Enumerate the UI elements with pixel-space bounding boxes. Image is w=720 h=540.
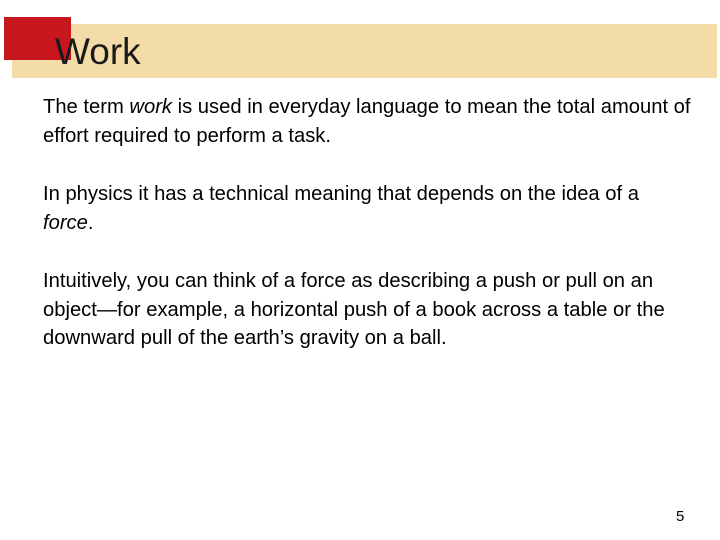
paragraph-physics-meaning	[43, 180, 693, 237]
slide-title: Work	[55, 31, 141, 72]
paragraph-force-intuition: Intuitively, you can think of a force as describing a push or pull on an object—for example, a horizontal push of a book across a table or the downward pull of the earth’s gravity on a ball.	[43, 270, 665, 349]
slide-body	[43, 93, 693, 383]
paragraph-work-definition	[43, 93, 693, 150]
paragraph-text: is used in everyday language to mean the total amount of effort required to perform a task.	[43, 96, 691, 147]
emphasis-force: force	[43, 211, 88, 234]
page-number: 5	[676, 508, 685, 525]
paragraph-text: The term	[43, 96, 130, 118]
emphasis-work: work	[129, 96, 173, 118]
paragraph-text: .	[87, 211, 94, 234]
paragraph-text: In physics it has a technical meaning that depends on the idea of a	[43, 183, 639, 205]
